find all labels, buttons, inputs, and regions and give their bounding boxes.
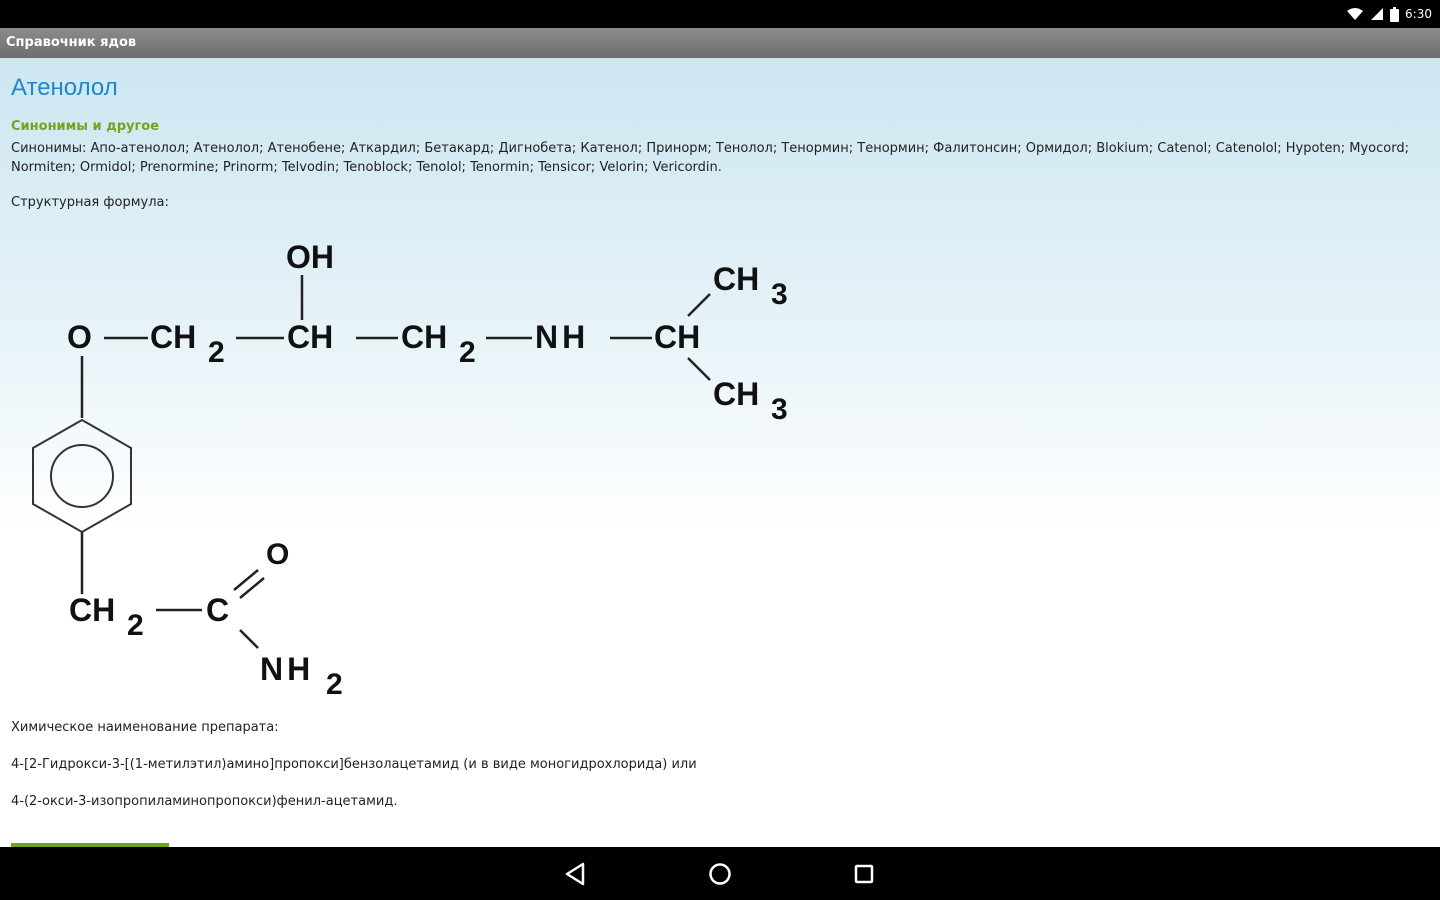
chemical-name-primary: 4-[2-Гидрокси-3-[(1-метилэтил)амино]пропокси]бензолацетамид (и в виде моногидрохлорида) или — [11, 757, 697, 772]
status-bar — [0, 0, 1440, 28]
atom-ch2-c-sub: 2 — [459, 336, 476, 369]
status-icons — [1346, 4, 1432, 24]
atom-ch3-top: CH — [713, 261, 760, 297]
atom-nh: NH — [535, 319, 590, 355]
atom-ch3-top-sub: 3 — [771, 278, 788, 311]
synonyms-text: Синонимы: Апо-атенолол; Атенолол; Атенобене; Аткардил; Бетакард; Дигнобета; Катенол; Принорм; Тенолол; Тенормин; Тенормин; Фалитонсин; Ормидол; Blokium; Catenol; Catenolol; Hypoten; Myocord; Normiten; Ormidol; Prenormine; Prinorm; Telvodin; Tenoblock; Tenolol; Tenormin; Tensicor; Velorin; Vericordin. — [11, 141, 1409, 175]
action-bar — [0, 28, 1440, 59]
signal-icon — [1370, 7, 1384, 21]
atom-ch2-e-sub: 2 — [127, 609, 144, 642]
content-area[interactable] — [0, 58, 1440, 847]
status-time: 6:30 — [1405, 7, 1432, 21]
page-title: Атенолол — [11, 74, 118, 101]
atom-c: C — [206, 592, 230, 628]
atom-ch2-a: CH — [150, 319, 197, 355]
chemical-name-alternate: 4-(2-окси-3-изопропиламинопропокси)фенил-ацетамид. — [11, 794, 398, 809]
nav-recents-button[interactable] — [849, 859, 879, 889]
navigation-bar — [0, 847, 1440, 900]
app-title: Справочник ядов — [6, 35, 137, 50]
back-icon — [561, 859, 591, 889]
atom-o-ether: O — [67, 319, 92, 355]
atom-ch3-bottom: CH — [713, 376, 760, 412]
atom-ch-b: CH — [287, 319, 334, 355]
atom-ch-d: CH — [654, 319, 701, 355]
atom-oh: OH — [286, 239, 334, 275]
atom-ch2-e: CH — [69, 592, 116, 628]
formula-bonds — [33, 275, 710, 648]
recents-icon — [849, 859, 879, 889]
atom-nh2: NH — [260, 651, 315, 687]
formula-label: Структурная формула: — [11, 195, 169, 210]
structural-formula — [0, 228, 860, 708]
nav-home-button[interactable] — [705, 859, 735, 889]
atom-o-carbonyl: O — [266, 538, 290, 571]
home-icon — [705, 859, 735, 889]
nav-back-button[interactable] — [561, 859, 591, 889]
atom-nh2-sub: 2 — [326, 668, 343, 701]
atom-ch2-c: CH — [401, 319, 448, 355]
synonyms-heading: Синонимы и другое — [11, 119, 160, 134]
battery-icon — [1390, 7, 1399, 22]
atom-ch3-bottom-sub: 3 — [771, 393, 788, 426]
chemical-name-label: Химическое наименование препарата: — [11, 720, 279, 735]
wifi-icon — [1346, 7, 1364, 21]
atom-ch2-a-sub: 2 — [208, 336, 225, 369]
